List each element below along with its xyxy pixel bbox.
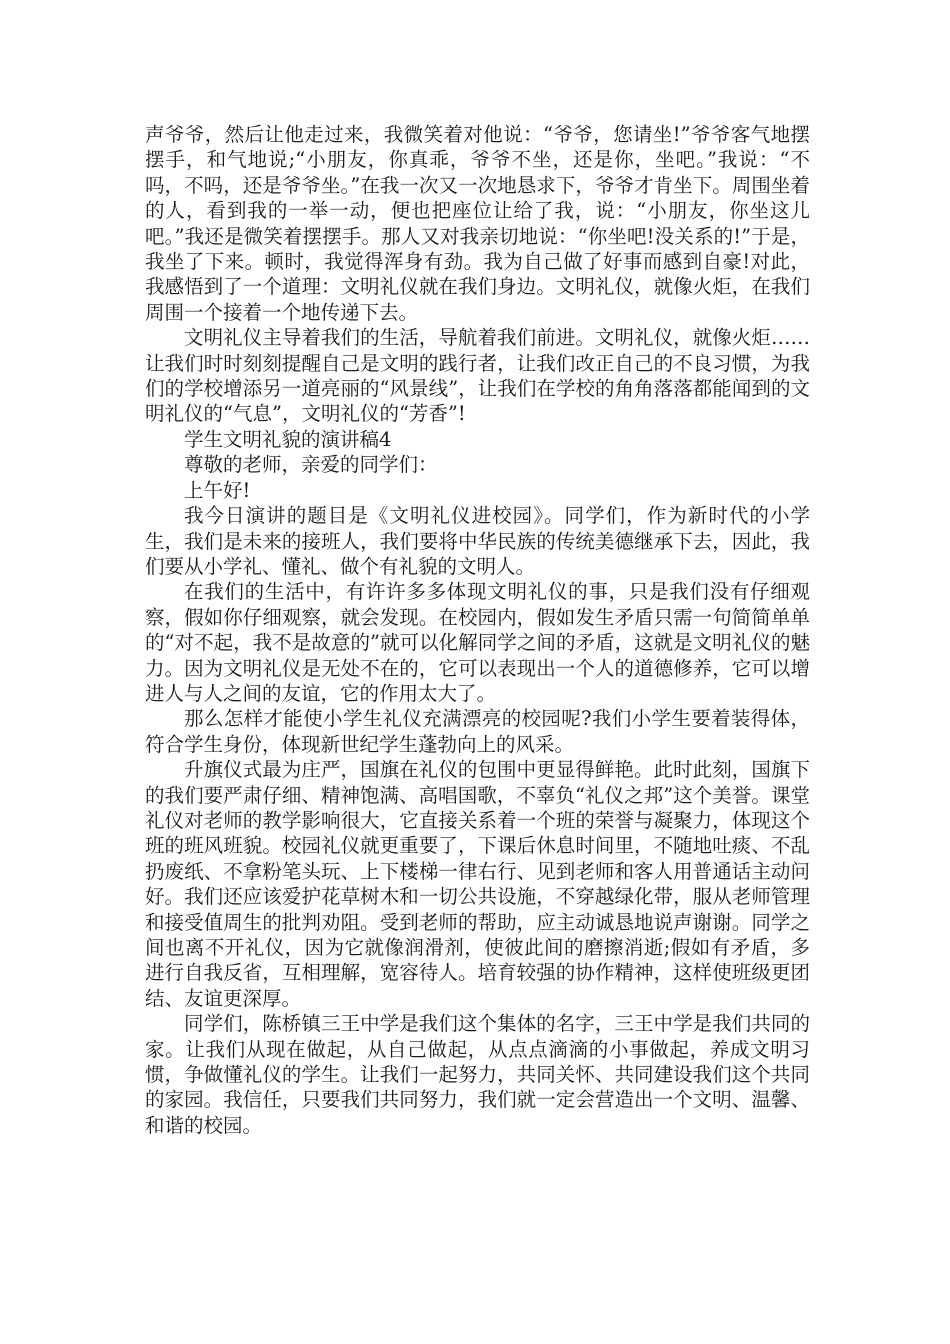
paragraph-conclusion: 同学们，陈桥镇三王中学是我们这个集体的名字，三王中学是我们共同的家。让我们从现在做起，从自己做起，从点点滴滴的小事做起，养成文明习惯，争做懂礼仪的学生。让我们一起努力，共同关怀、共同建设我们这个共同的家园。我信任，只要我们共同努力，我们就一定会营造出一个文明、温馨、和谐的校园。 bbox=[145, 1012, 810, 1137]
paragraph-topic: 我今日演讲的题目是《文明礼仪进校园》。同学们，作为新时代的小学生，我们是未来的接班人，我们要将中华民族的传统美德继承下去，因此，我们要从小学礼、懂礼、做个有礼貌的文明人。 bbox=[145, 504, 810, 578]
greeting: 上午好! bbox=[184, 478, 251, 502]
document-page bbox=[145, 122, 810, 1138]
paragraph-continuation: 声爷爷，然后让他走过来，我微笑着对他说：“爷爷，您请坐!”爷爷客气地摆摆手，和气地说;“小朋友，你真乖，爷爷不坐，还是你，坐吧。”我说：“不吗，不吗，还是爷爷坐。”在我一次又一次地恳求下，爷爷才肯坐下。周围坐着的人，看到我的一举一动，便也把座位让给了我，说：“小朋友，你坐这儿吧。”我还是微笑着摆摆手。那人又对我亲切地说：“你坐吧!没关系的!”于是，我坐了下来。顿时，我觉得浑身有劲。我为自己做了好事而感到自豪!对此，我感悟到了一个道理：文明礼仪就在我们身边。文明礼仪，就像火炬，在我们周围一个接着一个地传递下去。 bbox=[145, 123, 810, 324]
paragraph-how-to: 那么怎样才能使小学生礼仪充满漂亮的校园呢?我们小学生要着装得体，符合学生身份，体现新世纪学生蓬勃向上的风采。 bbox=[145, 707, 810, 756]
salutation: 尊敬的老师，亲爱的同学们： bbox=[184, 453, 438, 477]
paragraph-daily-life: 在我们的生活中，有许许多多体现文明礼仪的事，只是我们没有仔细观察，假如你仔细观察，就会发现。在校园内，假如发生矛盾只需一句简简单单的“对不起，我不是故意的”就可以化解同学之间的矛盾，这就是文明礼仪的魅力。因为文明礼仪是无处不在的，它可以表现出一个人的道德修养，它可以增进人与人之间的友谊，它的作用太大了。 bbox=[145, 580, 810, 705]
speech-title: 学生文明礼貌的演讲稿4 bbox=[184, 427, 392, 451]
paragraph-etiquette-guides: 文明礼仪主导着我们的生活，导航着我们前进。文明礼仪，就像火炬……让我们时时刻刻提醒自己是文明的践行者，让我们改正自己的不良习惯，为我们的学校增添另一道亮丽的“风景线”，让我们在学校的角角落落都能闻到的文明礼仪的“气息”，文明礼仪的“芳香”! bbox=[145, 326, 810, 426]
paragraph-flag-ceremony: 升旗仪式最为庄严，国旗在礼仪的包围中更显得鲜艳。此时此刻，国旗下的我们要严肃仔细、精神饱满、高唱国歌，不辜负“礼仪之邦”这个美誉。课堂礼仪对老师的教学影响很大，它直接关系着一个班的荣誉与凝聚力，体现这个班的班风班貌。校园礼仪就更重要了，下课后休息时间里，不随地吐痰、不乱扔废纸、不拿粉笔头玩、上下楼梯一律右行、见到老师和客人用普通话主动问好。我们还应该爱护花草树木和一切公共设施，不穿越绿化带，服从老师管理和接受值周生的批判劝阻。受到老师的帮助，应主动诚恳地说声谢谢。同学之间也离不开礼仪，因为它就像润滑剂，使彼此间的磨擦消逝;假如有矛盾，多进行自我反省，互相理解，宽容待人。培育较强的协作精神，这样使班级更团结、友谊更深厚。 bbox=[145, 758, 810, 1010]
